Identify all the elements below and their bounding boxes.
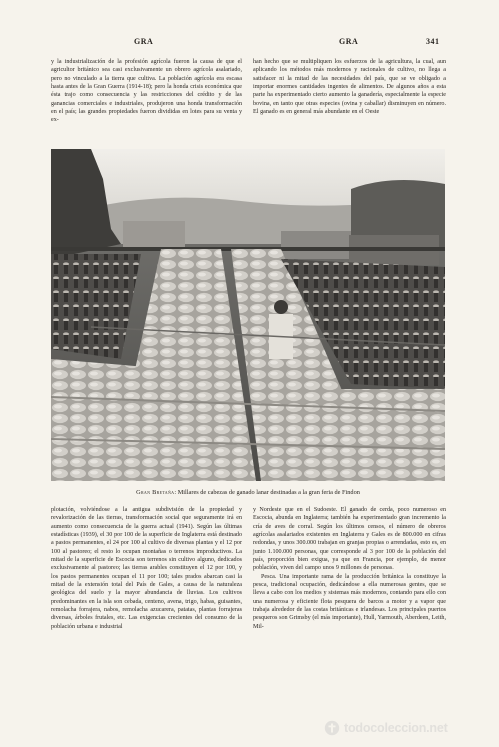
photo-caption bbox=[51, 489, 445, 496]
paragraph: han hecho que se multipliquen los esfuerzos de la agricultura, la cual, aun aplicando los métodos más modernos y racionales de cultivo, no llega a satisfacer ni la mitad de las necesidades del país, que se ve obligado a importar enormes cantidades ingentes de alimentos. De algunos años a esta parte ha experimentado cierto aumento la ganadería, especialmente la especie bovina, en tanto que otras especies (ovina y caballar) disminuyen en número. El ganado es en general más abundante en el Oeste bbox=[253, 59, 446, 116]
watermark bbox=[324, 718, 490, 738]
top-right-column bbox=[253, 58, 446, 116]
running-head-right: GRA bbox=[339, 37, 359, 46]
sheep-fair-photo bbox=[51, 149, 445, 481]
bottom-left-column bbox=[51, 506, 242, 631]
caption-lead: Gran Bretaña bbox=[136, 489, 175, 496]
top-left-column bbox=[51, 58, 242, 125]
running-head-left: GRA bbox=[134, 37, 154, 46]
caption-text: : Millares de cabezas de ganado lanar destinadas a la gran feria de Findon bbox=[174, 489, 360, 496]
paragraph: y la industrialización de la profesión agrícola fueron la causa de que el agricultor británico sea casi exclusivamente un obrero agrícola asalariado, pero no vinculado a la tierra que cultiva. La población agrícola era escasa hasta antes de la Gran Guerra (1914-18); pero la honda crisis económica que ésta trajo como consecuencia y las restricciones del crédito y de las ganancias comerciales e industriales, produjeron una honda transformación en el país; las grandes propiedades fueron divididas en lotes para su venta y ex- bbox=[51, 59, 242, 124]
bottom-right-column bbox=[253, 506, 446, 631]
circled-t-logo-icon bbox=[324, 720, 340, 736]
page-number: 341 bbox=[426, 37, 440, 46]
paragraph: plotación, volviéndose a la antigua subdivisión de la propiedad y revalorización de las tierras, transformación social que seguramente irá en aumento como consecuencia de la guerra actual (1941). Según las últimas estadísticas (1939), el 30 por 100 de la superficie de Inglaterra está destinado a pastos permanentes, el 24 por 100 al cultivo de diversas plantas y el 12 por 100 al pastoreo; el resto lo ocupan montañas o terrenos improductivos. La mitad de la superficie de Escocia son terrenos sin cultivo alguno, dedicados exclusivamente al pastoreo; las tierras arables constituyen el 12 por 100, y los pastos permanentes ocupan el 11 por 100; tales prados abarcan casi la mitad de la extensión total del País de Gales, a causa de la naturaleza geológica del suelo y la mayor abundancia de lluvias. Los cultivos predominantes en la isla son cebada, centeno, avena, trigo, habas, guisantes, remolacha forrajera, nabos, remolacha azucarera, patatas, plantas forrajeras diversas, árboles frutales, etc. Las exigencias crecientes del consumo de la población urbana e industrial bbox=[51, 507, 242, 630]
watermark-text: todocoleccion.net bbox=[344, 721, 448, 735]
paragraph: Pesca. Una importante rama de la producción británica la constituye la pesca, tradicional ocupación, dedicándose a ella numerosas gentes, que se lleva a cabo con los medios y sistemas más modernos, contando para ello con una numerosa y eficiente flota pesquera de barcos a motor y a vapor que trabaja alrededor de las costas británicas e irlandesas. Los principales puertos pesqueros son Grimsby (el más importante), Hull, Yarmouth, Aberdeen, Leith, Mil- bbox=[253, 573, 446, 630]
paragraph: y Nordeste que en el Sudoeste. El ganado de cerda, poco numeroso en Escocia, abunda en Inglaterra; también ha experimentado gran incremento la cría de aves de corral. Según los últimos censos, el número de obreros agrícolas asalariados existentes en Inglaterra y Gales es de 800.000 en cifras redondas, y unos 300.000 trabajan en granjas propias o arrendadas, esto es, en junto 1.100.000 personas, que corresponde al 3 por 100 de la población del país, proporción bien exigua, ya que en Francia, por ejemplo, de menor población, viven del campo unos 9 millones de personas. bbox=[253, 507, 446, 572]
